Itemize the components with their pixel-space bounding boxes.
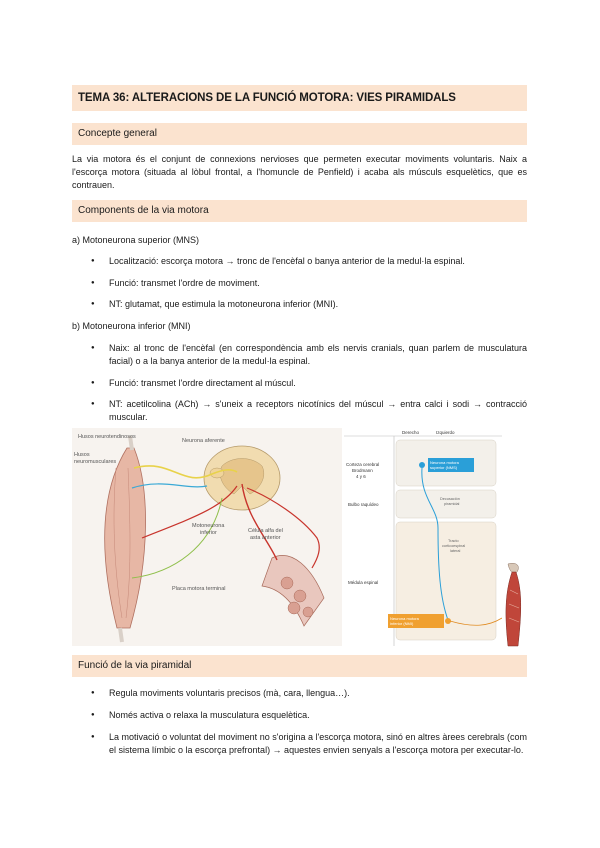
decus-2: piramidal (444, 502, 460, 506)
nms-box-2: superior (NMS) (430, 465, 458, 470)
funcio-item-regula: ● Regula moviments voluntaris precisos (mà, cara, llengua…). (109, 687, 527, 700)
label-celula-1: Célula alfa del (248, 528, 283, 534)
section-heading-components: Components de la via motora (72, 200, 527, 222)
corticospinal-diagram (344, 428, 502, 646)
corticospinal-svg (344, 428, 502, 646)
row-bulbo: Bulbo raquídeo (348, 502, 379, 507)
motor-pathway-illustration (72, 428, 342, 646)
label-husos-2: neuromusculares (74, 459, 117, 465)
label-celula-2: asta anterior (250, 535, 281, 541)
label-neurona-aferente: Neurona aferente (182, 438, 225, 444)
tracto-1: Tracto (448, 539, 459, 543)
decus-1: Decusación (440, 497, 460, 501)
label-husos-tendinosos: Husos neurotendinosos (78, 434, 136, 440)
row-corteza-2: Brodmann (352, 468, 373, 473)
mns-item-nt: ● NT: glutamat, que estimula la motoneurona inferior (MNI). (109, 298, 527, 311)
funcio-item-activa: ● Només activa o relaxa la musculatura esquelètica. (109, 709, 527, 722)
section-heading-funcio: Funció de la via piramidal (72, 655, 527, 677)
arm-muscle-illustration (498, 560, 534, 650)
nms-box-1: Neurona motora (430, 460, 459, 465)
mni-item-funcio: ● Funció: transmet l'ordre directament al múscul. (109, 377, 527, 390)
funcio-item-motivacio: ● La motivació o voluntat del moviment no s'origina a l'escorça motora, sinó en altres àrees cerebrals (com el sistema límbic o la escorça prefrontal) → aquestes envien senyals a l'escorça motora per executar-lo. (109, 731, 527, 757)
label-husos-1: Husos (74, 452, 90, 458)
col-izquierdo: Izquierdo (436, 430, 455, 435)
label-motoneurona-1: Motoneurona (192, 523, 225, 529)
row-corteza-1: Corteza cerebral (346, 462, 380, 467)
mni-subtitle: b) Motoneurona inferior (MNI) (72, 321, 191, 331)
mns-item-localitzacio: ● Localització: escorça motora → tronc de l'encèfal o banya anterior de la medul·la espinal. (109, 255, 527, 268)
tracto-3: lateral (450, 549, 461, 553)
row-medula: Médula espinal (348, 580, 379, 585)
nmi-box-1: Neurona motora (390, 616, 419, 621)
document-title: TEMA 36: ALTERACIONS DE LA FUNCIÓ MOTORA: VIES PIRAMIDALS (72, 85, 527, 111)
label-motoneurona-2: inferior (200, 530, 217, 536)
row-corteza-3: 4 y 6 (356, 474, 366, 479)
arm-muscle-svg (498, 560, 534, 650)
mni-item-naix: ● Naix: al tronc de l'encèfal (en correspondència amb els nervis cranials, quan parlem de musculatura facial) o a la banya anterior de la medul·la espinal. (109, 342, 527, 368)
mni-item-nt: ● NT: acetilcolina (ACh) → s'uneix a receptors nicotínics del múscul → entra calci i sodi → contracció muscular. (109, 398, 527, 424)
label-placa-motora: Placa motora terminal (172, 586, 226, 592)
concepte-paragraph: La via motora és el conjunt de connexions nervioses que permeten executar moviments voluntaris. Naix a l'escorça motora (situada al lòbul frontal, a l'homuncle de Penfield) i acaba als músculs esquelètics, que es contrauen. (72, 154, 527, 190)
mns-item-funcio: ● Funció: transmet l'ordre de moviment. (109, 277, 527, 290)
nmi-box-2: inferior (NMI) (390, 621, 414, 626)
motor-pathway-svg (72, 428, 342, 646)
mns-subtitle: a) Motoneurona superior (MNS) (72, 235, 200, 245)
section-heading-concepte: Concepte general (72, 123, 527, 145)
tracto-2: corticoespinal (442, 544, 466, 548)
col-derecho: Derecho (402, 430, 420, 435)
